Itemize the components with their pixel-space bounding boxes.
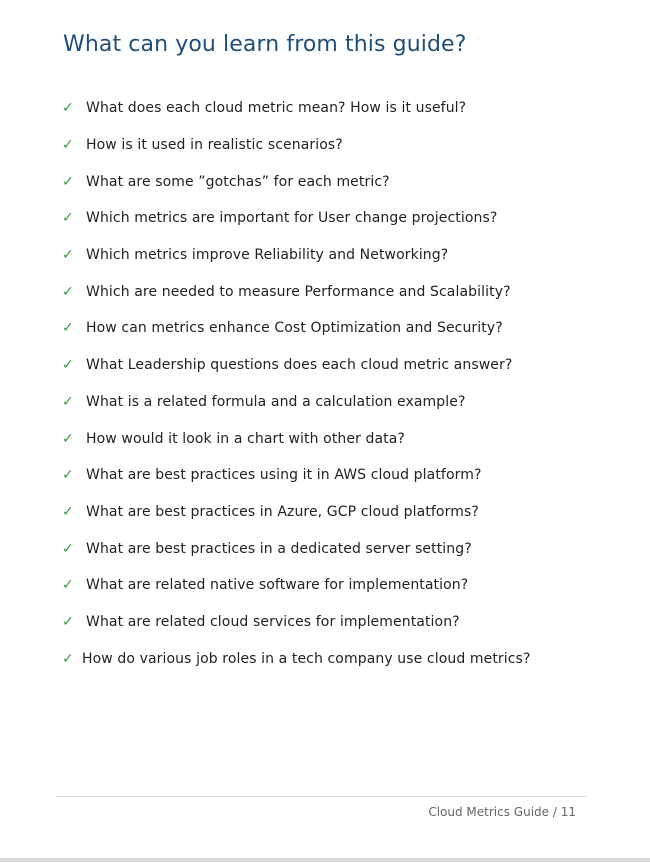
list-item <box>62 163 530 200</box>
list-item-label: How do various job roles in a tech company use cloud metrics? <box>82 650 531 667</box>
list-item-label: What are best practices in Azure, GCP cloud platforms? <box>86 503 479 520</box>
list-item-label: What are best practices in a dedicated server setting? <box>86 540 472 557</box>
list-item-label: What are related native software for implementation? <box>86 577 469 594</box>
checkmark-icon: ✓ <box>62 247 74 264</box>
list-item-label: What is a related formula and a calculation example? <box>86 393 466 410</box>
checkmark-icon: ✓ <box>62 210 74 227</box>
list-item <box>62 384 530 421</box>
checkmark-icon: ✓ <box>62 577 74 594</box>
list-item <box>62 347 530 384</box>
list-item <box>62 127 530 164</box>
list-item <box>62 604 530 641</box>
checkmark-icon: ✓ <box>62 540 74 557</box>
list-item <box>62 273 530 310</box>
list-item-label: What Leadership questions does each cloud metric answer? <box>86 357 513 374</box>
list-item-label: What are some ”gotchas” for each metric? <box>86 173 390 190</box>
list-item <box>62 457 530 494</box>
list-item <box>62 567 530 604</box>
list-item <box>62 237 530 274</box>
checkmark-icon: ✓ <box>62 503 74 520</box>
list-item <box>62 420 530 457</box>
list-item-label: How is it used in realistic scenarios? <box>86 137 343 154</box>
checkmark-icon: ✓ <box>62 613 74 630</box>
list-item-label: Which metrics improve Reliability and Networking? <box>86 247 449 264</box>
list-item <box>62 494 530 531</box>
list-item-label: What are related cloud services for implementation? <box>86 613 460 630</box>
checkmark-icon: ✓ <box>62 467 74 484</box>
page-title: What can you learn from this guide? <box>63 32 467 57</box>
checkmark-icon: ✓ <box>62 357 74 374</box>
list-item-label: What does each cloud metric mean? How is it useful? <box>86 100 467 117</box>
checkmark-icon: ✓ <box>62 320 74 337</box>
checkmark-icon: ✓ <box>62 283 74 300</box>
checkmark-icon: ✓ <box>62 393 74 410</box>
list-item <box>62 640 530 677</box>
checkmark-icon: ✓ <box>62 100 74 117</box>
page-bottom-edge <box>0 858 650 862</box>
list-item-label: What are best practices using it in AWS cloud platform? <box>86 467 482 484</box>
list-item <box>62 200 530 237</box>
checkmark-icon: ✓ <box>62 137 74 154</box>
list-item <box>62 90 530 127</box>
list-item <box>62 530 530 567</box>
list-item <box>62 310 530 347</box>
learning-checklist <box>62 90 530 677</box>
list-item-label: How would it look in a chart with other data? <box>86 430 405 447</box>
list-item-label: How can metrics enhance Cost Optimization and Security? <box>86 320 503 337</box>
checkmark-icon: ✓ <box>62 430 74 447</box>
page-footer: Cloud Metrics Guide / 11 <box>428 805 576 819</box>
list-item-label: Which are needed to measure Performance and Scalability? <box>86 283 511 300</box>
checkmark-icon: ✓ <box>62 650 74 667</box>
list-item-label: Which metrics are important for User change projections? <box>86 210 498 227</box>
footer-divider <box>56 796 588 797</box>
checkmark-icon: ✓ <box>62 173 74 190</box>
